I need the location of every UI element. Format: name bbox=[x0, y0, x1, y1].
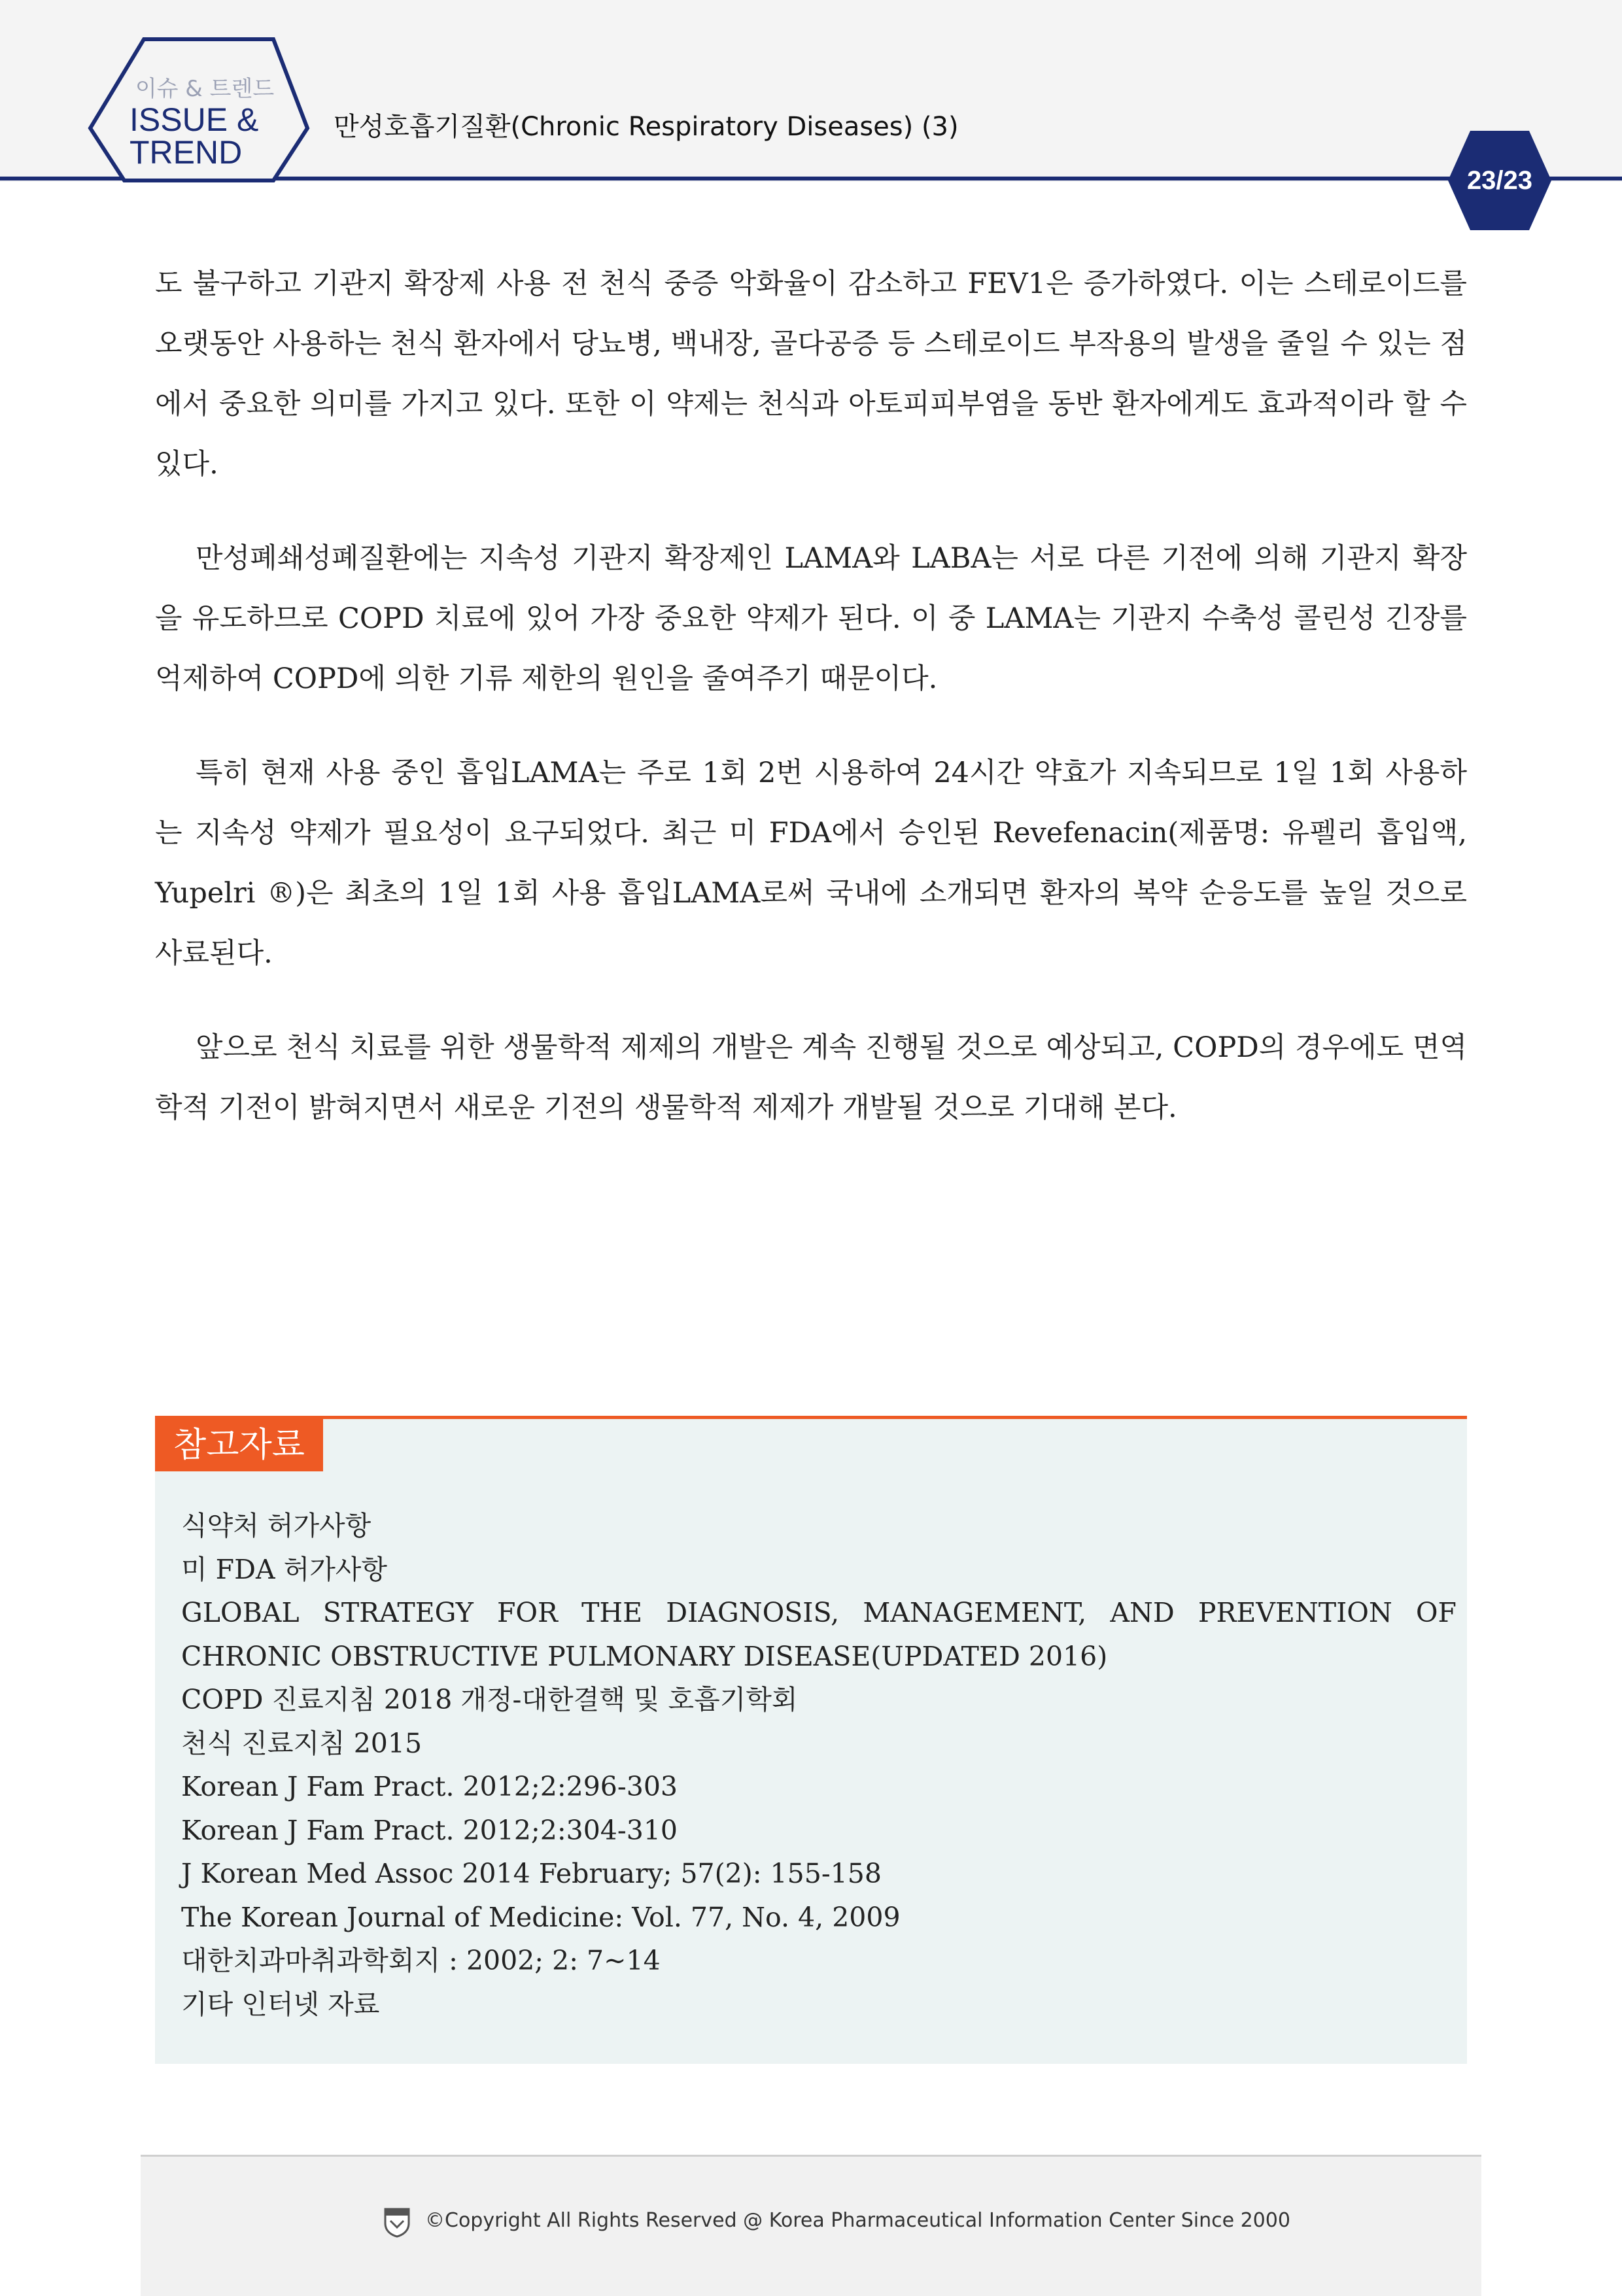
reference-item: CHRONIC OBSTRUCTIVE PULMONARY DISEASE(UPDATED 2016) bbox=[181, 1640, 1108, 1672]
reference-item: 식약처 허가사항 bbox=[181, 1510, 371, 1541]
document-title: 만성호흡기질환(Chronic Respiratory Diseases) (3) bbox=[334, 112, 959, 142]
reference-item: COPD 진료지침 2018 개정-대한결핵 및 호흡기학회 bbox=[181, 1684, 798, 1715]
reference-item: GLOBAL STRATEGY FOR THE DIAGNOSIS, MANAGEMENT, AND PREVENTION OF bbox=[181, 1597, 1457, 1628]
issue-badge-english: ISSUE & TREND bbox=[129, 101, 259, 171]
references-section bbox=[155, 1416, 1467, 2064]
paragraph: 도 불구하고 기관지 확장제 사용 전 천식 중증 악화율이 감소하고 FEV1은 증가하였다. 이는 스테로이드를 오랫동안 사용하는 천식 환자에서 당뇨병, 백내장, 골다공증 등 스테로이드 부작용의 발생을 줄일 수 있는 점에서 중요한 의미를 가지고 있다. 또한 이 약제는 천식과 아토피피부염을 동반 환자에게도 효과적이라 할 수 있다. bbox=[155, 267, 1467, 481]
references-title: 참고자료 bbox=[155, 1419, 323, 1471]
reference-item: 미 FDA 허가사항 bbox=[181, 1553, 388, 1585]
paragraph: 특히 현재 사용 중인 흡입LAMA는 주로 1회 2번 시용하여 24시간 약효가 지속되므로 1일 1회 사용하는 지속성 약제가 필요성이 요구되었다. 최근 미 FDA에서 승인된 Revefenacin(제품명: 유펠리 흡입액, Yupelri ®)은 최초의 1일 1회 사용 흡입LAMA로써 국내에 소개되면 환자의 복약 순응도를 높일 것으로 사료된다. bbox=[155, 757, 1467, 970]
article-body bbox=[155, 254, 1467, 1172]
paragraph: 앞으로 천식 치료를 위한 생물학적 제제의 개발은 계속 진행될 것으로 예상되고, COPD의 경우에도 면역학적 기전이 밝혀지면서 새로운 기전의 생물학적 제제가 개발될 것으로 기대해 본다. bbox=[155, 1031, 1467, 1124]
reference-item: 기타 인터넷 자료 bbox=[181, 1988, 380, 2020]
reference-item: Korean J Fam Pract. 2012;2:304-310 bbox=[181, 1814, 678, 1846]
issue-badge-korean: 이슈 & 트렌드 bbox=[135, 76, 275, 102]
page-number: 23/23 bbox=[1466, 166, 1533, 195]
paragraph: 만성폐쇄성폐질환에는 지속성 기관지 확장제인 LAMA와 LABA는 서로 다른 기전에 의해 기관지 확장을 유도하므로 COPD 치료에 있어 가장 중요한 약제가 된다. 이 중 LAMA는 기관지 수축성 콜린성 긴장를 억제하여 COPD에 의한 기류 제한의 원인을 줄여주기 때문이다. bbox=[155, 542, 1467, 695]
references-list bbox=[181, 1504, 1457, 2026]
reference-item: J Korean Med Assoc 2014 February; 57(2): 155-158 bbox=[181, 1858, 882, 1889]
reference-item: 대한치과마취과학회지 : 2002; 2: 7~14 bbox=[181, 1945, 661, 1976]
reference-item: The Korean Journal of Medicine: Vol. 77, No. 4, 2009 bbox=[181, 1901, 901, 1933]
copyright-text: ©Copyright All Rights Reserved @ Korea Pharmaceutical Information Center Since 2000 bbox=[425, 2209, 1290, 2232]
kpic-shield-logo-icon bbox=[383, 2206, 411, 2238]
reference-item: Korean J Fam Pract. 2012;2:296-303 bbox=[181, 1771, 678, 1802]
reference-item: 천식 진료지침 2015 bbox=[181, 1727, 423, 1759]
